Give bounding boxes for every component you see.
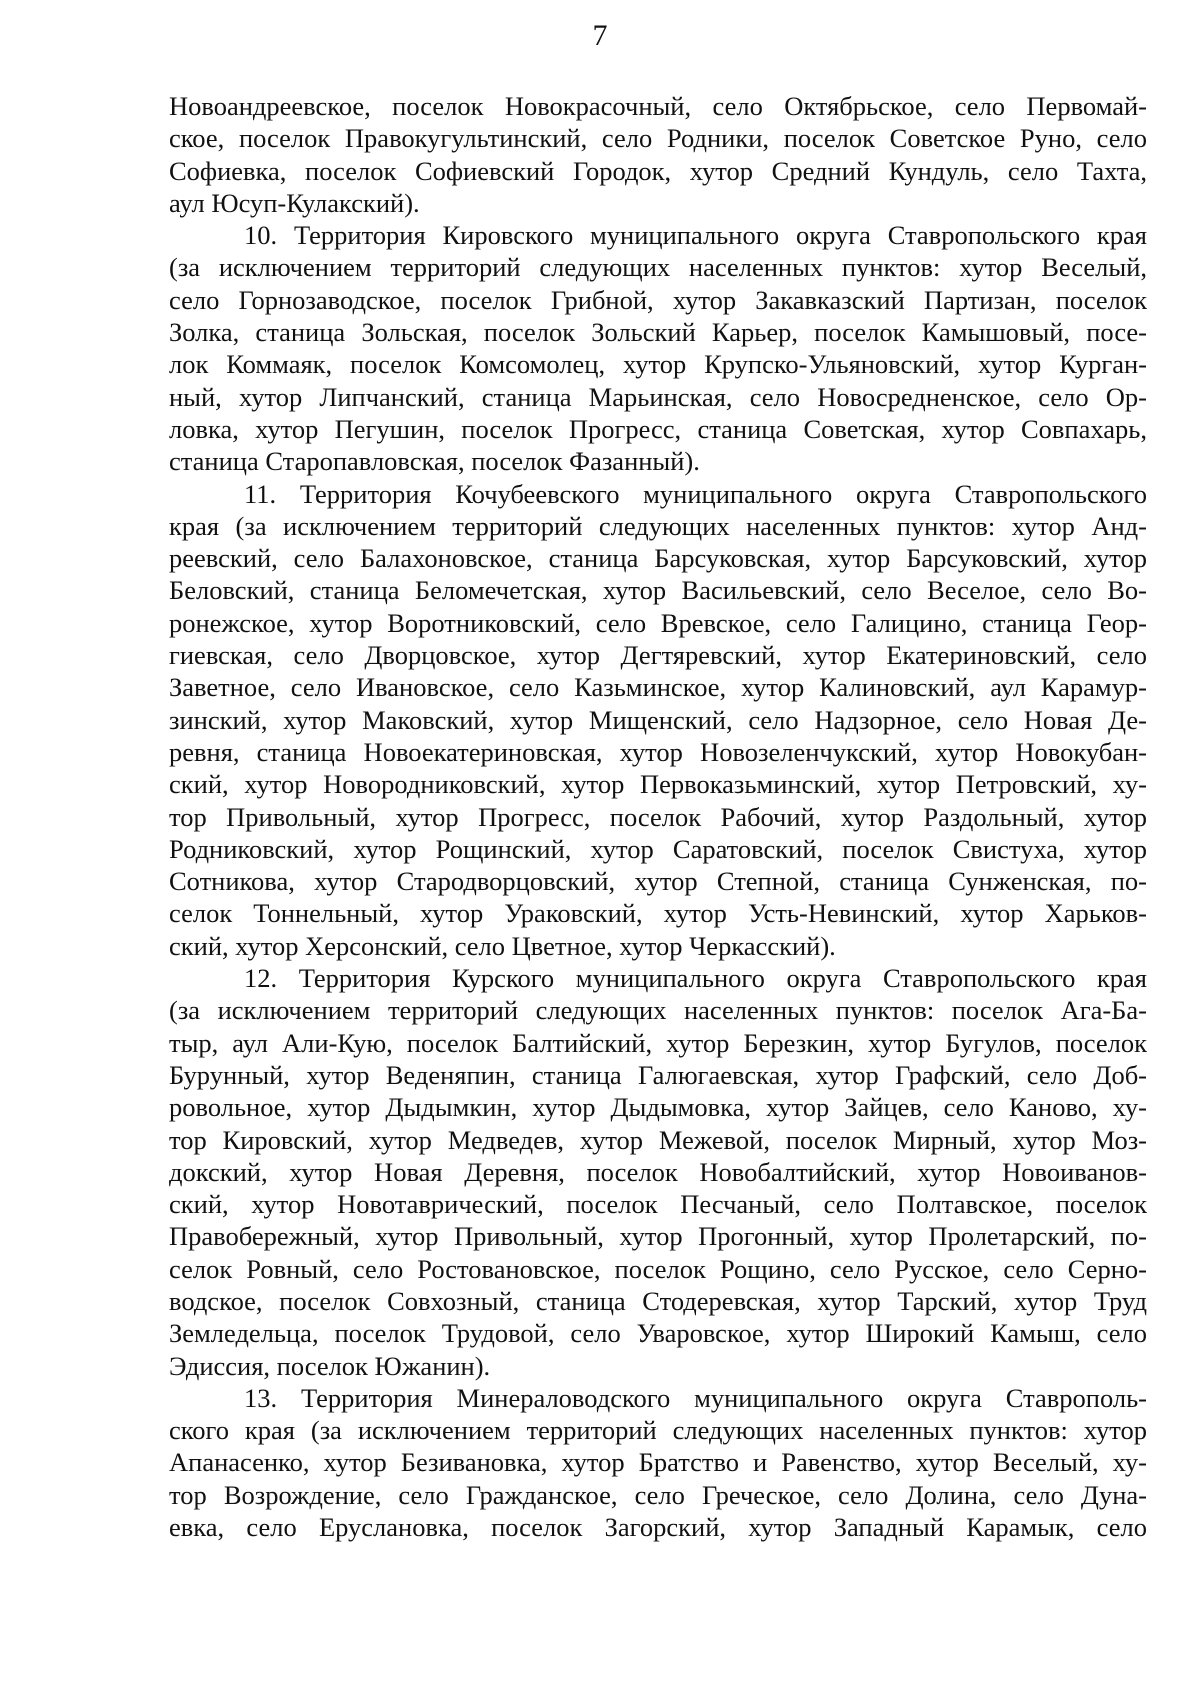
text-line: докский, хутор Новая Деревня, поселок Новобалтийский, хутор Новоиванов- xyxy=(169,1156,1147,1187)
text-line: Заветное, село Ивановское, село Казьминское, хутор Калиновский, аул Карамур- xyxy=(169,672,1147,703)
text-line: Сотникова, хутор Стародворцовский, хутор Степной, станица Сунженская, по- xyxy=(169,866,1147,897)
document-body xyxy=(169,90,1147,1543)
text-line: село Горнозаводское, поселок Грибной, хутор Закавказский Партизан, поселок xyxy=(169,284,1147,315)
text-line: Земледельца, поселок Трудовой, село Уваровское, хутор Широкий Камыш, село xyxy=(169,1318,1147,1349)
text-line: лок Коммаяк, поселок Комсомолец, хутор Крупско-Ульяновский, хутор Курган- xyxy=(169,349,1147,380)
text-line: селок Ровный, село Ростовановское, поселок Рощино, село Русское, село Серно- xyxy=(169,1253,1147,1284)
text-line: ный, хутор Липчанский, станица Марьинская, село Новосредненское, село Ор- xyxy=(169,381,1147,412)
text-line: ское, поселок Правокугультинский, село Родники, поселок Советское Руно, село xyxy=(169,123,1147,154)
text-line: тор Привольный, хутор Прогресс, поселок Рабочий, хутор Раздольный, хутор xyxy=(169,801,1147,832)
text-line: Апанасенко, хутор Безивановка, хутор Братство и Равенство, хутор Веселый, ху- xyxy=(169,1447,1147,1478)
text-line: водское, поселок Совхозный, станица Стодеревская, хутор Тарский, хутор Труд xyxy=(169,1285,1147,1316)
text-line: тор Кировский, хутор Медведев, хутор Межевой, поселок Мирный, хутор Моз- xyxy=(169,1124,1147,1155)
text-line: ский, хутор Херсонский, село Цветное, хутор Черкасский). xyxy=(169,930,836,961)
text-line: ровольное, хутор Дыдымкин, хутор Дыдымовка, хутор Зайцев, село Каново, ху- xyxy=(169,1092,1147,1123)
text-line: Правобережный, хутор Привольный, хутор Прогонный, хутор Пролетарский, по- xyxy=(169,1221,1147,1252)
text-line: Новоандреевское, поселок Новокрасочный, село Октябрьское, село Первомай- xyxy=(169,91,1147,121)
text-line: (за исключением территорий следующих населенных пунктов: хутор Веселый, xyxy=(169,252,1147,283)
text-line: тыр, аул Али-Кую, поселок Балтийский, хутор Березкин, хутор Бугулов, поселок xyxy=(169,1027,1147,1058)
text-line: станица Старопавловская, поселок Фазанный). xyxy=(169,446,700,477)
text-line: Золка, станица Зольская, поселок Зольский Карьер, поселок Камышовый, посе- xyxy=(169,317,1147,348)
text-line: реевский, село Балахоновское, станица Барсуковская, хутор Барсуковский, хутор xyxy=(169,543,1147,574)
text-line: ронежское, хутор Воротниковский, село Вревское, село Галицино, станица Геор- xyxy=(169,607,1147,638)
paragraph-first-line: 11. Территория Кочубеевского муниципального округа Ставропольского xyxy=(244,478,1147,509)
text-line: евка, село Еруслановка, поселок Загорский, хутор Западный Карамык, село xyxy=(169,1512,1147,1543)
text-line: ловка, хутор Пегушин, поселок Прогресс, станица Советская, хутор Совпахарь, xyxy=(169,413,1147,444)
text-line: Бурунный, хутор Веденяпин, станица Галюгаевская, хутор Графский, село Доб- xyxy=(169,1059,1147,1090)
text-line: Софиевка, поселок Софиевский Городок, хутор Средний Кундуль, село Тахта, xyxy=(169,155,1147,186)
paragraph-first-line: 13. Территория Минераловодского муниципального округа Ставрополь- xyxy=(244,1382,1147,1413)
text-line: тор Возрождение, село Гражданское, село Греческое, село Долина, село Дуна- xyxy=(169,1479,1147,1510)
text-line: селок Тоннельный, хутор Ураковский, хутор Усть-Невинский, хутор Харьков- xyxy=(169,898,1147,929)
text-line: ского края (за исключением территорий следующих населенных пунктов: хутор xyxy=(169,1415,1147,1446)
paragraph-first-line: 12. Территория Курского муниципального округа Ставропольского края xyxy=(244,963,1147,994)
text-line: края (за исключением территорий следующих населенных пунктов: хутор Анд- xyxy=(169,510,1147,541)
paragraph-first-line: 10. Территория Кировского муниципального округа Ставропольского края xyxy=(244,220,1147,251)
text-line: гиевская, село Дворцовское, хутор Дегтяревский, хутор Екатериновский, село xyxy=(169,640,1147,671)
text-line: аул Юсуп-Кулакский). xyxy=(169,187,420,218)
text-line: ревня, станица Новоекатериновская, хутор Новозеленчукский, хутор Новокубан- xyxy=(169,736,1147,767)
page-number: 7 xyxy=(592,19,608,52)
text-line: ский, хутор Новородниковский, хутор Первоказьминский, хутор Петровский, ху- xyxy=(169,769,1147,800)
text-line: (за исключением территорий следующих населенных пунктов: поселок Ага-Ба- xyxy=(169,995,1147,1026)
text-line: Беловский, станица Беломечетская, хутор Васильевский, село Веселое, село Во- xyxy=(169,575,1147,606)
text-line: Эдиссия, поселок Южанин). xyxy=(169,1350,491,1381)
text-line: ский, хутор Новотаврический, поселок Песчаный, село Полтавское, поселок xyxy=(169,1189,1147,1220)
text-line: зинский, хутор Маковский, хутор Мищенский, село Надзорное, село Новая Де- xyxy=(169,704,1147,735)
text-line: Родниковский, хутор Рощинский, хутор Саратовский, поселок Свистуха, хутор xyxy=(169,833,1147,864)
